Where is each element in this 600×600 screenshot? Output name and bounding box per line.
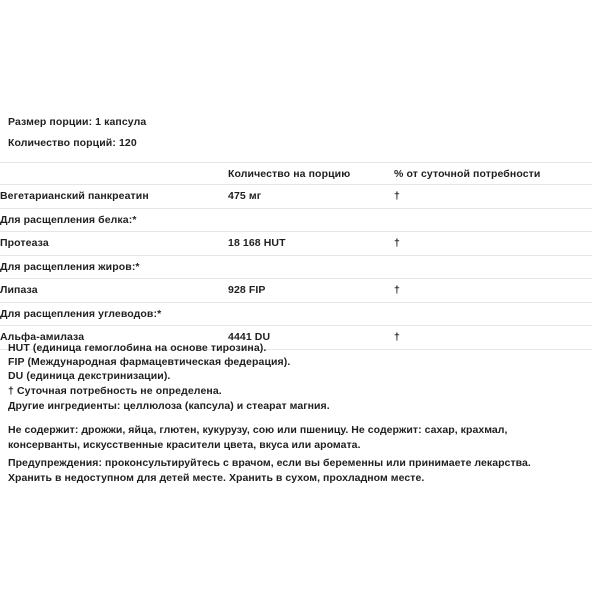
table-row [0, 208, 592, 232]
serving-size-label: Размер порции: 1 капсула [8, 116, 147, 128]
nutrient-name-cell: Для расщепления жиров:* [0, 255, 228, 279]
units-legend-line: DU (единица декстринизации). [8, 370, 171, 383]
units-legend-line: † Суточная потребность не определена. [8, 384, 222, 397]
daily-value-cell [394, 208, 592, 232]
table-header [0, 163, 592, 185]
table-row [0, 232, 592, 256]
supplement-facts-table [0, 162, 592, 350]
table-row [0, 255, 592, 279]
serving-information [8, 116, 592, 150]
table-header-row [0, 163, 592, 185]
column-header-nutrient [0, 163, 228, 185]
daily-value-cell [394, 302, 592, 326]
amount-per-serving-cell [228, 255, 394, 279]
column-header-daily-value: % от суточной потребности [394, 163, 592, 185]
nutrient-name-cell: Альфа-амилаза [0, 326, 228, 350]
daily-value-cell: † [394, 326, 592, 350]
daily-value-cell: † [394, 232, 592, 256]
amount-per-serving-cell [228, 302, 394, 326]
nutrient-name-cell: Вегетарианский панкреатин [0, 185, 228, 209]
units-legend [8, 341, 592, 398]
daily-value-cell [394, 255, 592, 279]
table-row [0, 185, 592, 209]
units-legend-line: FIP (Международная фармацевтическая федерация). [8, 356, 291, 369]
nutrient-name-cell: Липаза [0, 279, 228, 303]
units-legend-line: HUT (единица гемоглобина на основе тирозина). [8, 342, 267, 354]
nutrient-name-cell: Для расщепления белка:* [0, 208, 228, 232]
column-header-amount-per-serving: Количество на порцию [228, 163, 394, 185]
amount-per-serving-cell: 928 FIP [228, 279, 394, 303]
warnings-text: Предупреждения: проконсультируйтесь с врачом, если вы беременны или принимаете лекарства. Хранить в недоступном для детей месте. Хранить в сухом, прохладном месте. [8, 457, 531, 484]
table-row [0, 279, 592, 303]
daily-value-cell: † [394, 279, 592, 303]
servings-per-container-label: Количество порций: 120 [8, 137, 137, 149]
amount-per-serving-cell [228, 208, 394, 232]
nutrient-name-cell: Протеаза [0, 232, 228, 256]
table-row [0, 302, 592, 326]
other-ingredients-text: Другие ингредиенты: целлюлоза (капсула) и стеарат магния. [8, 400, 330, 412]
nutrient-name-cell: Для расщепления углеводов:* [0, 302, 228, 326]
table-body [0, 185, 592, 350]
free-from-text: Не содержит: дрожжи, яйца, глютен, кукурузу, сою или пшеницу. Не содержит: сахар, крахмал, консерванты, искусственные красители цвета, вкуса или аромата. [8, 424, 508, 451]
amount-per-serving-cell: 475 мг [228, 185, 394, 209]
amount-per-serving-cell: 4441 DU [228, 326, 394, 350]
amount-per-serving-cell: 18 168 HUT [228, 232, 394, 256]
daily-value-cell: † [394, 185, 592, 209]
